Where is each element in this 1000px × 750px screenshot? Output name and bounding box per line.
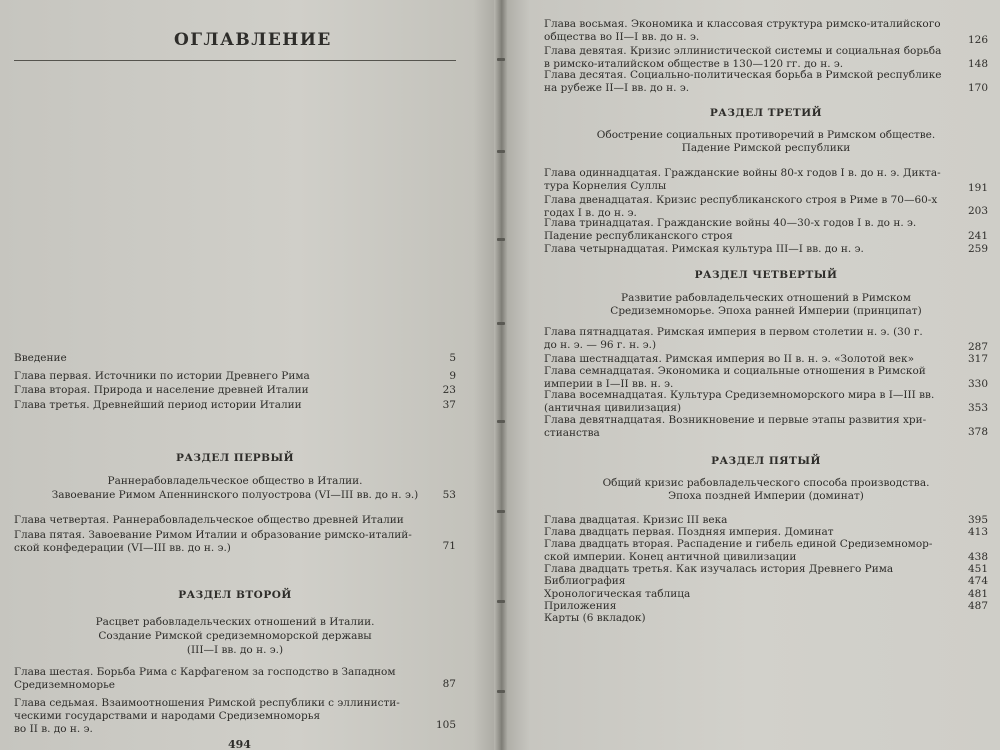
toc-entry-ch4: Глава четвертая. Раннерабовладельческое общество древней Италии <box>14 514 404 526</box>
toc-entry-ch17-line2: империи в I—II вв. н. э. <box>544 378 674 390</box>
toc-page-bibliography: 474 <box>967 575 988 587</box>
toc-entry-ch22-line1: Глава двадцать вторая. Распадение и гибель единой Средиземномор- <box>544 538 933 550</box>
toc-entry-ch2: Глава вторая. Природа и население древней Италии <box>14 384 309 396</box>
section-subtitle-3a: Обострение социальных противоречий в Римском обществе. <box>596 129 936 141</box>
toc-entry-ch6-line1: Глава шестая. Борьба Рима с Карфагеном за господство в Западном <box>14 666 396 678</box>
toc-entry-bibliography: Библиография <box>544 575 626 587</box>
section-heading-1: РАЗДЕЛ ПЕРВЫЙ <box>175 452 295 464</box>
toc-entry-ch23: Глава двадцать третья. Как изучалась история Древнего Рима <box>544 563 894 575</box>
toc-entry-intro: Введение <box>14 352 67 364</box>
toc-page-ch18: 353 <box>967 402 988 414</box>
binding-stitch <box>497 690 505 693</box>
toc-page-ch9: 148 <box>967 58 988 70</box>
toc-entry-ch8-line1: Глава восьмая. Экономика и классовая структура римско-италийского <box>544 18 941 30</box>
toc-entry-ch14: Глава четырнадцатая. Римская культура III—I вв. до н. э. <box>544 243 864 255</box>
toc-entry-ch3: Глава третья. Древнейший период истории Италии <box>14 399 302 411</box>
section-subtitle-5a: Общий кризис рабовладельческого способа производства. <box>602 477 930 489</box>
title-rule <box>14 60 456 61</box>
section-heading-3: РАЗДЕЛ ТРЕТИЙ <box>709 107 823 119</box>
section-subtitle-4b: Средиземноморье. Эпоха ранней Империи (принципат) <box>610 305 922 317</box>
section-heading-5: РАЗДЕЛ ПЯТЫЙ <box>711 455 821 467</box>
toc-page-ch22: 438 <box>967 551 988 563</box>
toc-entry-ch12-line2: годах I в. до н. э. <box>544 207 637 219</box>
toc-entry-ch1: Глава первая. Источники по истории Древнего Рима <box>14 370 310 382</box>
binding-stitch <box>497 420 505 423</box>
toc-page-ch23: 451 <box>967 563 988 575</box>
toc-page-ch10: 170 <box>967 82 988 94</box>
toc-page-ch1: 9 <box>449 370 456 382</box>
toc-entry-ch9-line2: в римско-италийском обществе в 130—120 гг. до н. э. <box>544 58 844 70</box>
binding-stitch <box>497 510 505 513</box>
section-subtitle-1b: Завоевание Римом Апеннинского полуострова (VI—III вв. до н. э.) <box>51 489 419 501</box>
toc-page-section1: 53 <box>442 489 456 501</box>
toc-entry-ch16: Глава шестнадцатая. Римская империя во II в. н. э. «Золотой век» <box>544 353 914 365</box>
toc-page-ch5: 71 <box>442 540 456 552</box>
toc-entry-ch7-line2: ческими государствами и народами Средиземноморья <box>14 710 321 722</box>
toc-page-ch15: 287 <box>967 341 988 353</box>
section-subtitle-2c: (III—I вв. до н. э.) <box>186 644 284 656</box>
section-heading-4: РАЗДЕЛ ЧЕТВЕРТЫЙ <box>694 269 838 281</box>
toc-page-ch21: 413 <box>967 526 988 538</box>
book-gutter <box>494 0 508 750</box>
page-number: 494 <box>228 738 251 750</box>
binding-stitch <box>497 600 505 603</box>
toc-entry-ch9-line1: Глава девятая. Кризис эллинистической системы и социальная борьба <box>544 45 942 57</box>
toc-entry-ch18-line1: Глава восемнадцатая. Культура Средиземноморского мира в I—III вв. <box>544 389 935 401</box>
toc-entry-maps: Карты (6 вкладок) <box>544 612 646 624</box>
binding-stitch <box>497 322 505 325</box>
toc-entry-ch10-line1: Глава десятая. Социально-политическая борьба в Римской республике <box>544 69 942 81</box>
toc-page-ch8: 126 <box>967 34 988 46</box>
binding-stitch <box>497 58 505 61</box>
toc-entry-ch21: Глава двадцать первая. Поздняя империя. Доминат <box>544 526 834 538</box>
toc-entry-ch13-line2: Падение республиканского строя <box>544 230 733 242</box>
toc-entry-chronology: Хронологическая таблица <box>544 588 691 600</box>
toc-page-ch13: 241 <box>967 230 988 242</box>
toc-entry-ch18-line2: (античная цивилизация) <box>544 402 682 414</box>
toc-entry-appendices: Приложения <box>544 600 617 612</box>
toc-entry-ch12-line1: Глава двенадцатая. Кризис республиканского строя в Риме в 70—60-х <box>544 194 938 206</box>
right-page <box>500 0 1000 750</box>
toc-page-intro: 5 <box>449 352 456 364</box>
binding-stitch <box>497 150 505 153</box>
toc-entry-ch10-line2: на рубеже II—I вв. до н. э. <box>544 82 690 94</box>
section-subtitle-2b: Создание Римской средиземноморской державы <box>98 630 372 642</box>
toc-entry-ch8-line2: общества во II—I вв. до н. э. <box>544 31 700 43</box>
page-title: ОГЛАВЛЕНИЕ <box>174 30 332 50</box>
toc-entry-ch20: Глава двадцатая. Кризис III века <box>544 514 728 526</box>
toc-entry-ch6-line2: Средиземноморье <box>14 679 116 691</box>
toc-page-chronology: 481 <box>967 588 988 600</box>
toc-page-ch16: 317 <box>967 353 988 365</box>
section-heading-2: РАЗДЕЛ ВТОРОЙ <box>178 589 292 601</box>
toc-entry-ch7-line3: во II в. до н. э. <box>14 723 93 735</box>
section-subtitle-5b: Эпоха поздней Империи (доминат) <box>668 490 864 502</box>
toc-page-ch7: 105 <box>435 719 456 731</box>
section-subtitle-4a: Развитие рабовладельческих отношений в Римском <box>621 292 911 304</box>
toc-page-ch17: 330 <box>967 378 988 390</box>
section-subtitle-1a: Раннерабовладельческое общество в Италии. <box>107 475 363 487</box>
toc-entry-ch19-line2: стианства <box>544 427 600 439</box>
toc-page-appendices: 487 <box>967 600 988 612</box>
toc-entry-ch13-line1: Глава тринадцатая. Гражданские войны 40—30-х годов I в. до н. э. <box>544 217 917 229</box>
toc-entry-ch15-line2: до н. э. — 96 г. н. э.) <box>544 339 657 351</box>
toc-entry-ch22-line2: ской империи. Конец античной цивилизации <box>544 551 797 563</box>
toc-entry-ch19-line1: Глава девятнадцатая. Возникновение и первые этапы развития хри- <box>544 414 927 426</box>
toc-entry-ch5-line2: ской конфедерации (VI—III вв. до н. э.) <box>14 542 231 554</box>
toc-entry-ch17-line1: Глава семнадцатая. Экономика и социальные отношения в Римской <box>544 365 926 377</box>
toc-page-ch19: 378 <box>967 426 988 438</box>
toc-entry-ch11-line1: Глава одиннадцатая. Гражданские войны 80-х годов I в. до н. э. Дикта- <box>544 167 941 179</box>
binding-stitch <box>497 238 505 241</box>
section-subtitle-2a: Расцвет рабовладельческих отношений в Италии. <box>95 616 375 628</box>
toc-page-ch2: 23 <box>442 384 456 396</box>
toc-page-ch14: 259 <box>967 243 988 255</box>
toc-page-ch12: 203 <box>967 205 988 217</box>
toc-entry-ch11-line2: тура Корнелия Суллы <box>544 180 667 192</box>
toc-page-ch11: 191 <box>967 182 988 194</box>
toc-page-ch6: 87 <box>442 678 456 690</box>
toc-page-ch3: 37 <box>442 399 456 411</box>
left-page <box>0 0 498 750</box>
section-subtitle-3b: Падение Римской республики <box>681 142 851 154</box>
toc-page-ch20: 395 <box>967 514 988 526</box>
toc-entry-ch15-line1: Глава пятнадцатая. Римская империя в первом столетии н. э. (30 г. <box>544 326 923 338</box>
toc-entry-ch7-line1: Глава седьмая. Взаимоотношения Римской республики с эллинисти- <box>14 697 400 709</box>
toc-entry-ch5-line1: Глава пятая. Завоевание Римом Италии и образование римско-италий- <box>14 529 412 541</box>
